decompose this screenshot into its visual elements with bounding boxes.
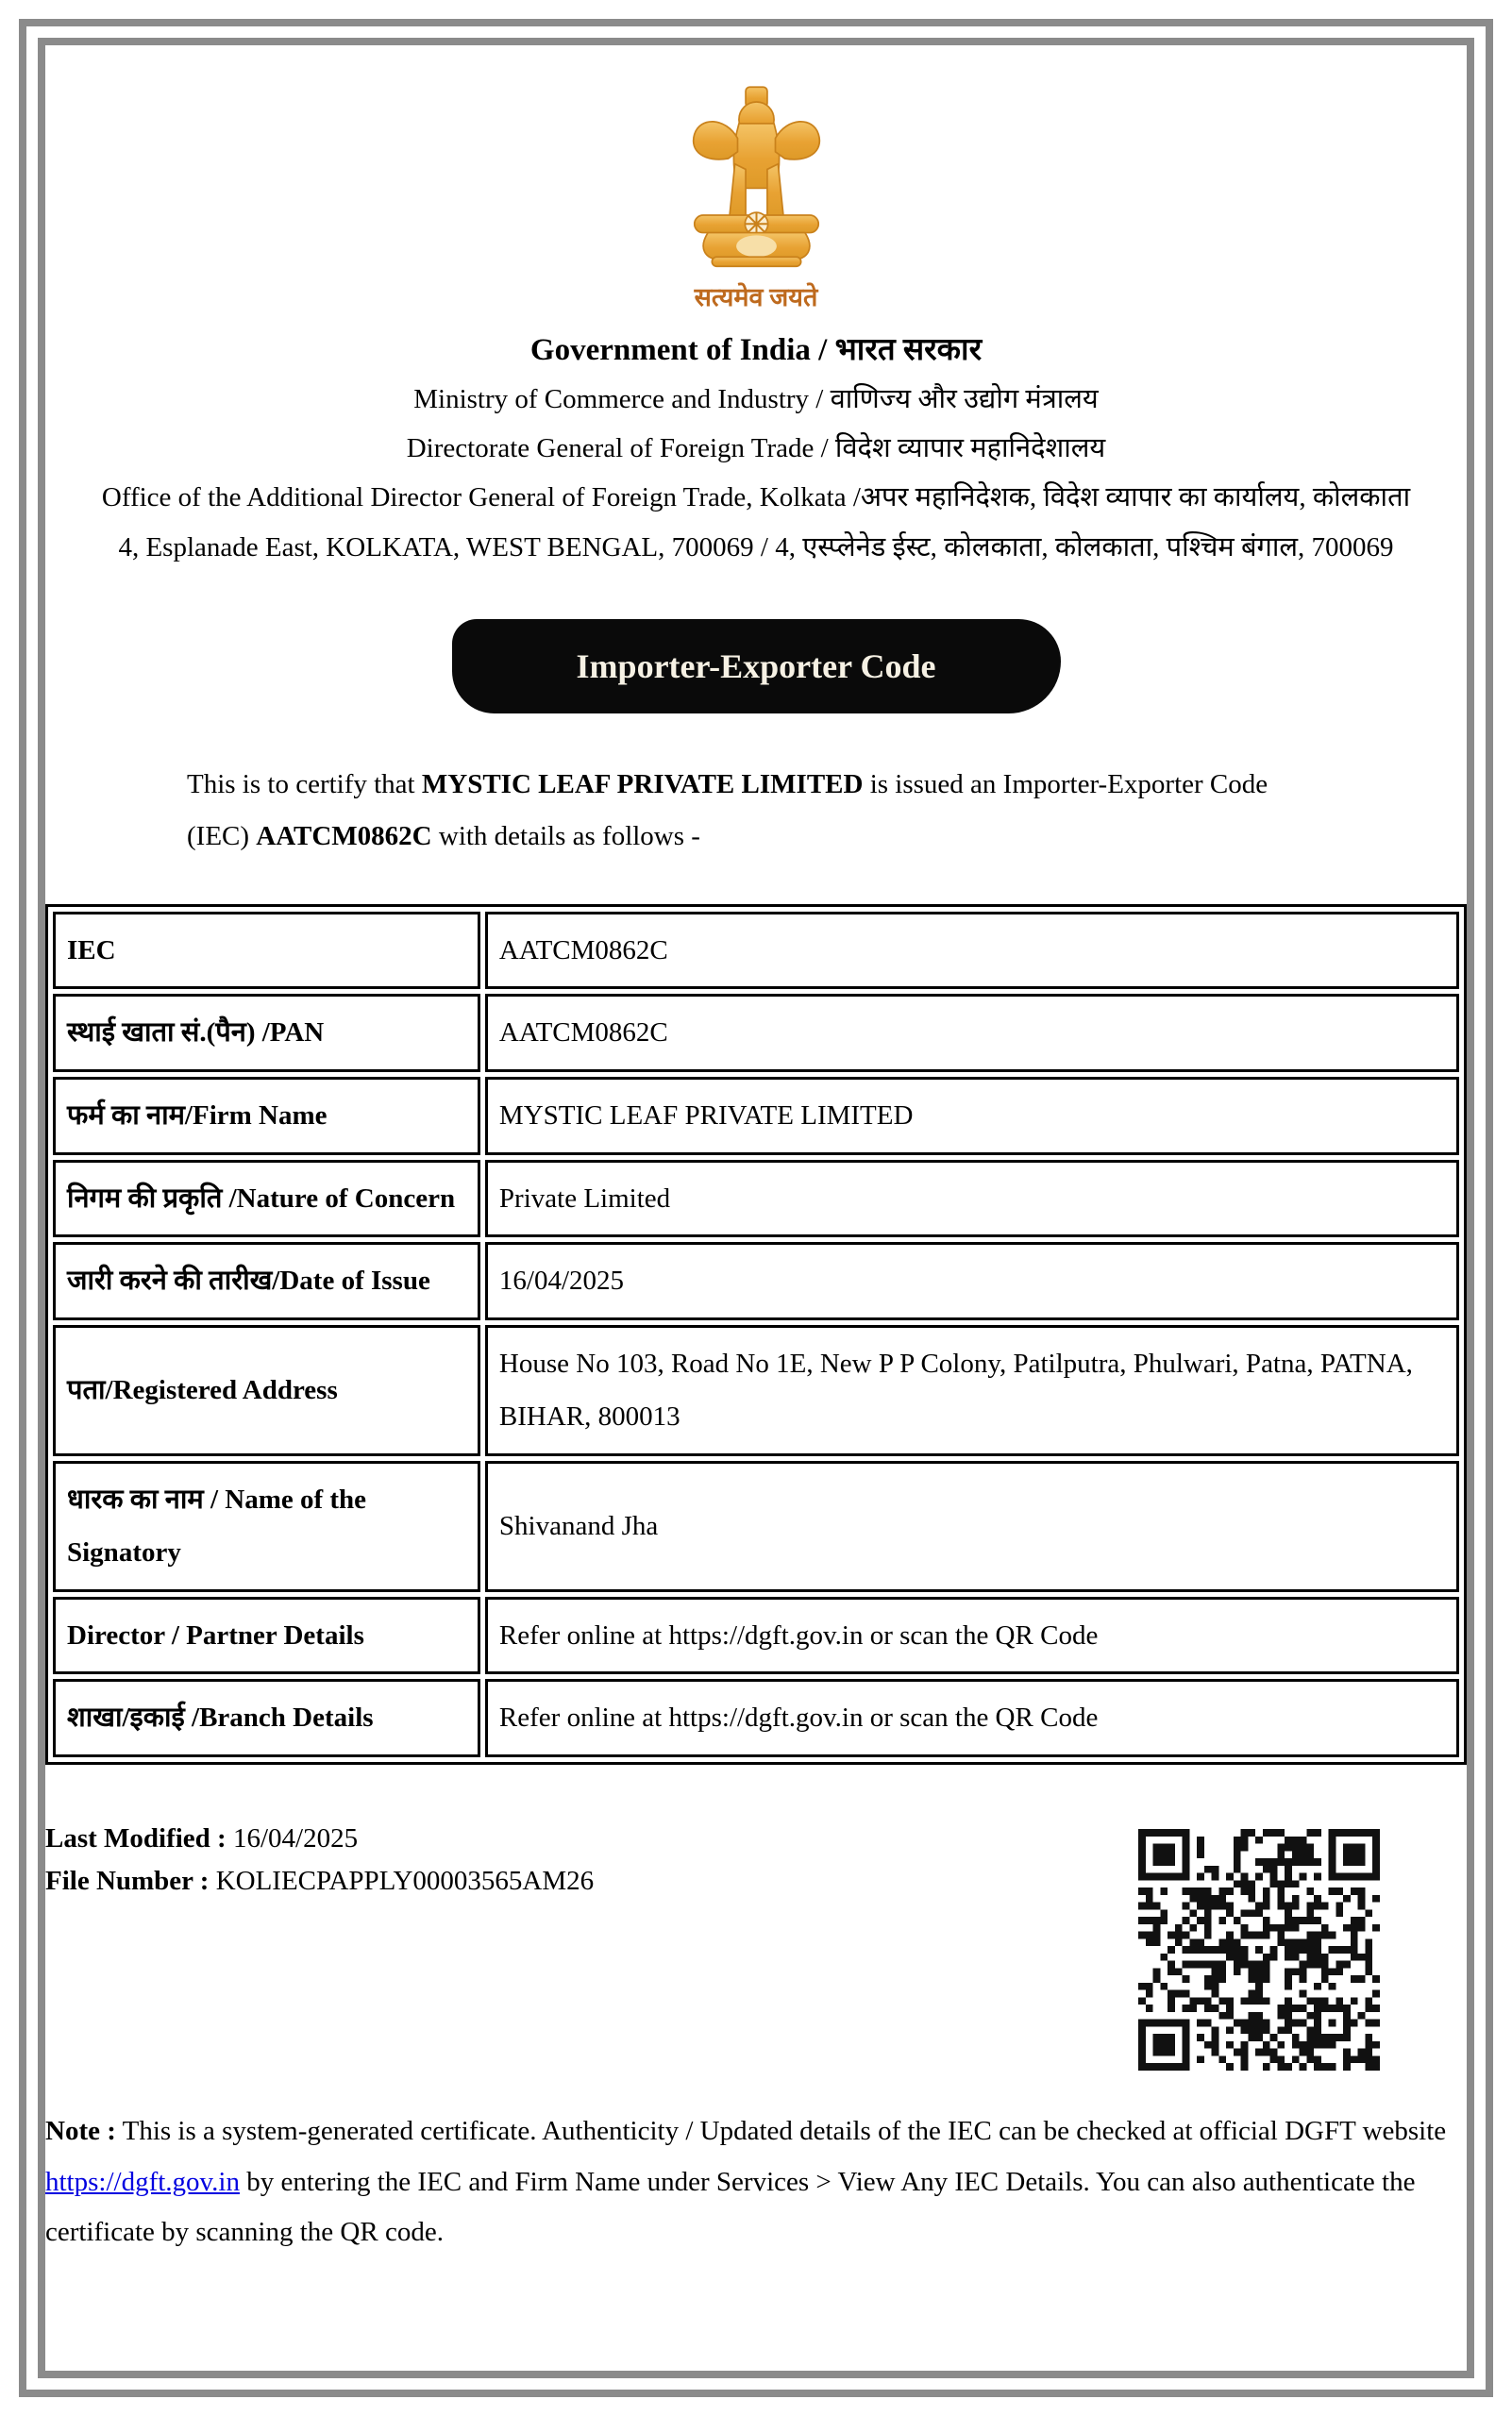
table-row-firm-name: [53, 1077, 1459, 1155]
file-number-value: KOLIECPAPPLY00003565AM26: [215, 1865, 595, 1896]
row-label: फर्म का नाम/Firm Name: [53, 1077, 480, 1155]
table-row-date-of-issue: [53, 1242, 1459, 1320]
emblem-section: [45, 83, 1467, 313]
table-row-iec: [53, 912, 1459, 990]
row-label: IEC: [53, 912, 480, 990]
satyameva-jayate-motto: सत्यमेव जयते: [694, 283, 818, 311]
table-row-branch-details: [53, 1679, 1459, 1757]
iec-details-table: [45, 904, 1467, 1765]
dgft-website-link[interactable]: https://dgft.gov.in: [45, 2166, 240, 2197]
note-after-link: by entering the IEC and Firm Name under Services > View Any IEC Details. You can also authenticate the certificate by scanning the QR code.: [45, 2166, 1416, 2248]
row-label: जारी करने की तारीख/Date of Issue: [53, 1242, 480, 1320]
footer-section: [45, 1810, 1467, 2071]
file-number-label: File Number :: [45, 1865, 210, 1896]
last-modified-value: 16/04/2025: [232, 1822, 359, 1854]
row-label: धारक का नाम / Name of the Signatory: [53, 1461, 480, 1592]
ashoka-lion-capital-icon: [674, 83, 839, 272]
table-row-registered-address: [53, 1325, 1459, 1456]
office-header-lines: [45, 375, 1467, 572]
government-of-india-line: Government of India / भारत सरकार: [529, 333, 983, 367]
row-value: House No 103, Road No 1E, New P P Colony, Patilputra, Phulwari, Patna, PATNA, BIHAR, 800013: [485, 1325, 1459, 1456]
certify-iec-code: AATCM0862C: [256, 820, 432, 851]
ministry-line: Ministry of Commerce and Industry / वाणिज्य और उद्योग मंत्रालय: [413, 384, 1099, 414]
certify-prefix: This is to certify that: [187, 768, 422, 799]
table-row-pan: [53, 994, 1459, 1072]
office-address-line: 4, Esplanade East, KOLKATA, WEST BENGAL, 700069 / 4, एस्प्लेनेड ईस्ट, कोलकाता, कोलकाता, पश्चिम बंगाल, 700069: [118, 531, 1394, 562]
last-modified-label: Last Modified :: [45, 1822, 227, 1854]
importer-exporter-code-badge: [452, 619, 1061, 713]
table-row-nature-of-concern: [53, 1160, 1459, 1238]
certify-firm-name: MYSTIC LEAF PRIVATE LIMITED: [421, 768, 864, 799]
table-row-signatory-name: [53, 1461, 1459, 1592]
certificate-content: [45, 45, 1467, 2371]
last-modified-line: [45, 1818, 594, 1860]
qr-code-icon: [1138, 1829, 1380, 2071]
row-label: पता/Registered Address: [53, 1325, 480, 1456]
note-before-link: This is a system-generated certificate. Authenticity / Updated details of the IEC can be checked at official DGFT website: [115, 2115, 1447, 2146]
certification-paragraph: [187, 759, 1306, 863]
file-meta-block: [45, 1810, 594, 1903]
note-label: Note :: [45, 2115, 116, 2146]
row-label: शाखा/इकाई /Branch Details: [53, 1679, 480, 1757]
row-value: Private Limited: [485, 1160, 1459, 1238]
row-value: AATCM0862C: [485, 912, 1459, 990]
directorate-line: Directorate General of Foreign Trade / विदेश व्यापार महानिदेशालय: [406, 433, 1106, 464]
row-value: Refer online at https://dgft.gov.in or scan the QR Code: [485, 1597, 1459, 1675]
row-value: MYSTIC LEAF PRIVATE LIMITED: [485, 1077, 1459, 1155]
file-number-line: [45, 1860, 594, 1903]
row-value: Refer online at https://dgft.gov.in or scan the QR Code: [485, 1679, 1459, 1757]
badge-label: Importer-Exporter Code: [576, 646, 936, 685]
office-line: Office of the Additional Director General of Foreign Trade, Kolkata /अपर महानिदेशक, विदेश व्यापार का कार्यालय, कोलकाता: [101, 482, 1411, 513]
certify-middle: is issued an Importer-Exporter Code (IEC): [187, 768, 1268, 851]
row-label: Director / Partner Details: [53, 1597, 480, 1675]
certify-suffix: with details as follows -: [431, 820, 700, 851]
table-row-director-partner-details: [53, 1597, 1459, 1675]
row-value: 16/04/2025: [485, 1242, 1459, 1320]
row-value: AATCM0862C: [485, 994, 1459, 1072]
row-label: निगम की प्रकृति /Nature of Concern: [53, 1160, 480, 1238]
row-value: Shivanand Jha: [485, 1461, 1459, 1592]
note-paragraph: [45, 2106, 1467, 2258]
row-label: स्थाई खाता सं.(पैन) /PAN: [53, 994, 480, 1072]
